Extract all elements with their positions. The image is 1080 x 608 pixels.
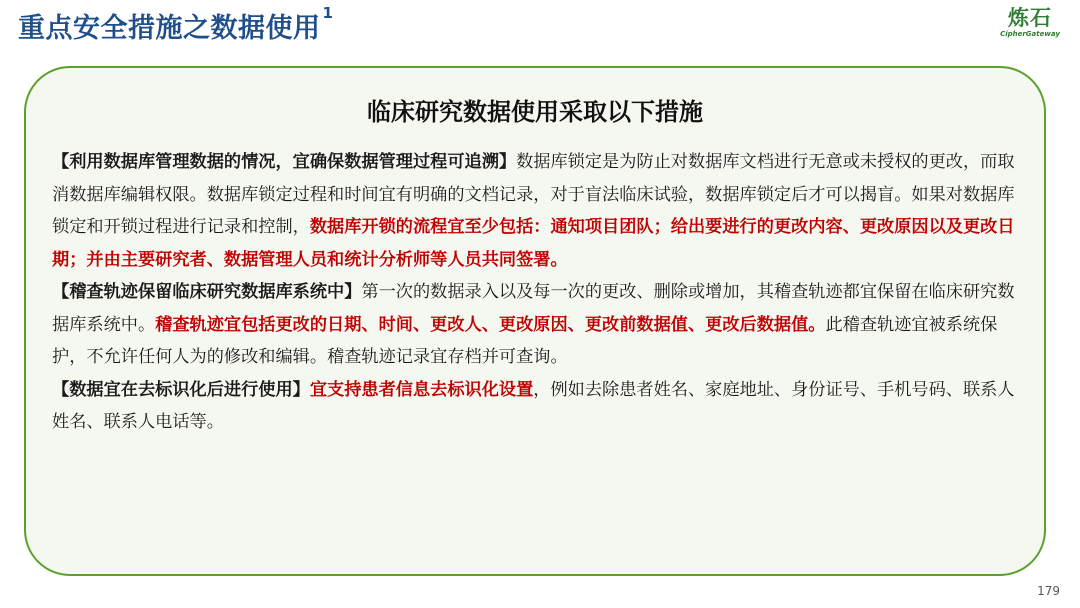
page-number: 179 [1037,584,1060,598]
panel-body [52,146,1020,439]
footnote-marker: 1 [322,4,334,22]
paragraph-highlight: 宜支持患者信息去标识化设置 [309,379,534,400]
paragraph-lead: 【稽查轨迹保留临床研究数据库系统中】 [52,282,362,302]
paragraph-tail: 此稽查轨迹宜被系统保护，不允许任何人为的修改和编辑。稽查轨迹记录宜存档并可查询。 [52,314,998,367]
paragraph-audit-trail [52,276,1020,374]
paragraph-text: 数据库锁定是为防止对数据库文档进行无意或未授权的更改，而取消数据库编辑权限。数据库锁定过程和时间宜有明确的文档记录，对于盲法临床试验，数据库锁定后才可以揭盲。如果对数据库锁定和开锁过程进行记录和控制， [52,152,1015,237]
paragraph-database-traceability [52,146,1020,276]
logo-english-text: CipherGateway [1000,30,1060,38]
brand-logo [994,6,1066,38]
panel-heading: 临床研究数据使用采取以下措施 [367,98,703,126]
paragraph-text: 第一次的数据录入以及每一次的更改、删除或增加，其稽查轨迹都宜保留在临床研究数据库系统中。 [52,282,1015,335]
paragraph-highlight: 稽查轨迹宜包括更改的日期、时间、更改人、更改原因、更改前数据值、更改后数据值。 [155,314,826,335]
logo-chinese-text: 炼石 [1008,6,1052,30]
slide-title [18,6,333,45]
paragraph-deidentification [52,374,1020,439]
paragraph-lead: 【利用数据库管理数据的情况，宜确保数据管理过程可追溯】 [52,152,517,172]
paragraph-lead: 【数据宜在去标识化后进行使用】 [52,379,310,400]
paragraph-highlight: 数据库开锁的流程宜至少包括：通知项目团队；给出要进行的更改内容、更改原因以及更改日期；并由主要研究者、数据管理人员和统计分析师等人员共同签署。 [52,217,1015,270]
paragraph-text: ，例如去除患者姓名、家庭地址、身份证号、手机号码、联系人姓名、联系人电话等。 [52,379,1015,432]
slide-title-text: 重点安全措施之数据使用 [18,13,321,44]
content-panel [24,66,1046,576]
